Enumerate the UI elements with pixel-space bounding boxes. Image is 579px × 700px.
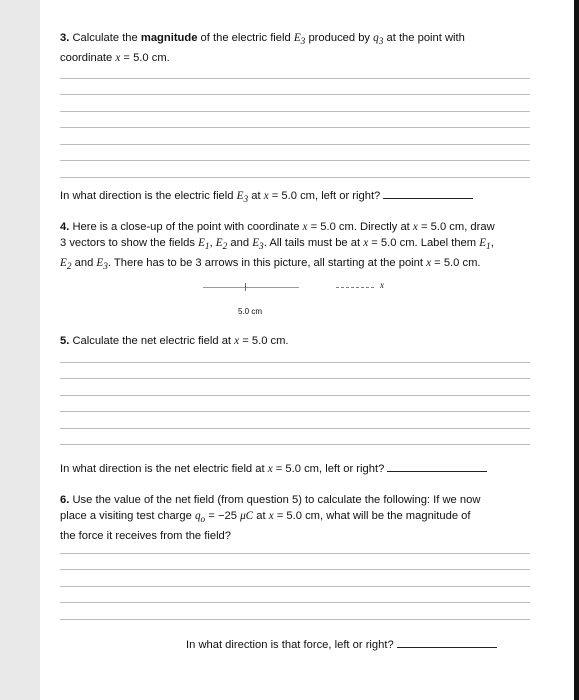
answer-line[interactable] (60, 177, 530, 178)
question-number: 4. (60, 221, 70, 233)
charge-symbol: $q_o$ (194, 510, 206, 526)
answer-blank[interactable] (383, 189, 473, 199)
worksheet-page (40, 0, 575, 700)
answer-line[interactable] (60, 378, 530, 379)
question-text: produced by (308, 32, 371, 44)
field-vector-symbol: $E_1$ (479, 237, 491, 253)
x-variable: x (412, 221, 418, 233)
answer-line[interactable] (60, 569, 530, 570)
axis-tick (245, 283, 246, 291)
x-variable: x (234, 335, 240, 347)
answer-line[interactable] (60, 127, 530, 128)
field-vector-symbol: $E_3$ (96, 257, 108, 273)
x-variable: x (302, 221, 308, 233)
question-text: 3 vectors to show the fields (60, 237, 195, 249)
field-vector-symbol: $E_2$ (60, 257, 72, 273)
question-text: place a visiting test charge (60, 510, 192, 522)
question-text: and (74, 257, 94, 270)
question-3 (60, 30, 550, 66)
answer-line[interactable] (60, 362, 530, 363)
field-vector-symbol: $E_2$ (215, 237, 228, 253)
question-text: Here is a close-up of the point with coordinate (72, 221, 300, 233)
direction-prompt-5 (60, 461, 550, 477)
answer-line[interactable] (60, 444, 530, 445)
field-vector-symbol: $E_3$ (252, 237, 264, 253)
question-text: Calculate the net electric field at (72, 335, 232, 347)
axis-line (203, 287, 299, 288)
answer-line[interactable] (60, 94, 530, 95)
direction-prompt-6 (186, 637, 556, 653)
question-text: In what direction is the electric field (60, 190, 234, 202)
question-number: 6. (60, 494, 70, 506)
question-text: the force it receives from the field? (60, 530, 231, 543)
answer-blank[interactable] (387, 462, 487, 472)
answer-line[interactable] (60, 602, 530, 603)
question-6 (60, 492, 550, 544)
field-symbol: $E_3$ (293, 32, 306, 48)
question-text: coordinate (60, 52, 113, 65)
axis-label: x (380, 280, 384, 290)
question-text: In what direction is that force, left or right? (186, 639, 394, 651)
question-text: = 5.0 cm. (239, 335, 289, 347)
question-text: Use the value of the net field (from question 5) to calculate the following: If we now (72, 494, 481, 506)
answer-line[interactable] (60, 619, 530, 620)
page-edge-shadow (574, 0, 579, 700)
question-text: = 5.0 cm, draw (417, 221, 495, 233)
question-text: = 5.0 cm. Label them (368, 237, 477, 249)
axis-dashed-extension (336, 287, 374, 288)
question-text: at (251, 190, 261, 202)
answer-line[interactable] (60, 160, 530, 161)
x-variable: x (115, 52, 121, 65)
question-text: In what direction is the net electric field at (60, 463, 265, 475)
question-text: = 5.0 cm. (120, 52, 170, 65)
question-text: = 5.0 cm, left or right? (272, 463, 385, 475)
x-variable: x (268, 510, 274, 522)
question-4: 4. Here is a close-up of the point with coordinate x = 5.0 cm. Directly at x = 5.0 cm, draw 3 vectors to show the fields $E_1$, $E_2$ and $E_3$. All tails must be at x = 5.0 cm. Label them $E_1$, $E_2$ and $E_3$. There has to be 3 arrows in this picture, all starting at the point x = 5.0 cm. (60, 221, 495, 273)
answer-line[interactable] (60, 586, 530, 587)
question-text: . All tails must be at (263, 237, 361, 249)
question-text: at (256, 510, 266, 522)
answer-line[interactable] (60, 411, 530, 412)
answer-blank[interactable] (397, 638, 497, 648)
tick-label: 5.0 cm (238, 307, 263, 316)
x-variable: x (263, 190, 269, 202)
question-text: = 5.0 cm, what will be the magnitude of (273, 510, 471, 522)
direction-prompt-3 (60, 188, 550, 208)
answer-line[interactable] (60, 395, 530, 396)
charge-symbol: $q_3$ (373, 32, 384, 48)
field-vector-symbol: $E_1$ (198, 237, 210, 253)
question-text: and (230, 237, 250, 249)
question-text: Calculate the (72, 32, 138, 44)
question-text: = 5.0 cm. Directly at (307, 221, 410, 233)
answer-line[interactable] (60, 111, 530, 112)
question-text: of the electric field (200, 32, 291, 44)
answer-line[interactable] (60, 144, 530, 145)
question-text: at the point with (386, 32, 465, 44)
question-number: 3. (60, 32, 70, 44)
x-variable: x (426, 257, 432, 270)
question-text: = 5.0 cm, left or right? (268, 190, 381, 202)
x-variable: x (267, 463, 273, 475)
question-text: = −25 (205, 510, 237, 522)
field-symbol: $E_3$ (236, 190, 249, 206)
unit-text: μC (240, 510, 254, 522)
question-number: 5. (60, 335, 70, 347)
question-5 (60, 333, 550, 349)
answer-line[interactable] (60, 78, 530, 79)
emphasis-text: magnitude (140, 32, 198, 44)
answer-line[interactable] (60, 553, 530, 554)
answer-line[interactable] (60, 428, 530, 429)
x-variable: x (363, 237, 369, 249)
question-text: = 5.0 cm. (431, 257, 481, 270)
question-text: . There has to be 3 arrows in this picture, all starting at the point (107, 257, 423, 270)
